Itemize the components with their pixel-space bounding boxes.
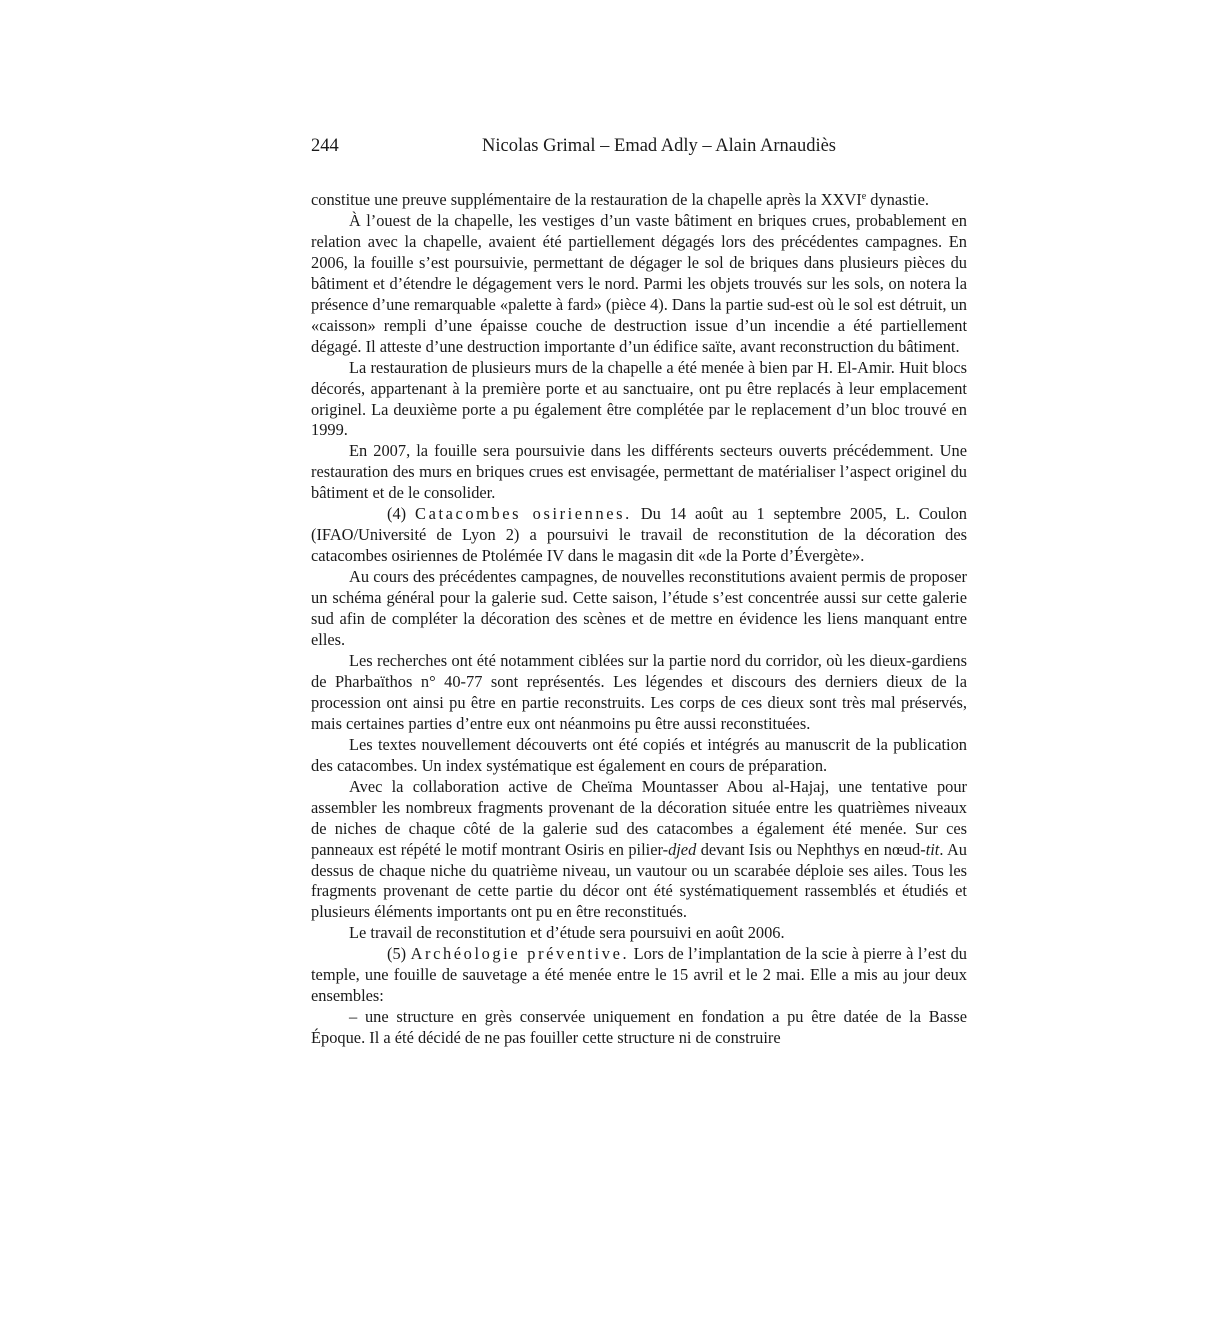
section-number: (5) [387, 944, 407, 964]
section-paragraph-catacombes: (4) Catacombes osiriennes. Du 14 août au 1 septembre 2005, L. Coulon (IFAO/Université de Lyon 2) a poursuivi le travail de reconstitution de la décoration des catacombes osiriennes de Ptolémée IV dans le magasin dit «de la Porte d’Évergète». [311, 504, 967, 566]
section-heading: Archéologie préventive. [410, 944, 630, 964]
paragraph: constitue une preuve supplémentaire de la restauration de la chapelle après la XXVIe dynastie. [311, 190, 929, 209]
paragraph: Le travail de reconstitution et d’étude sera poursuivi en août 2006. [349, 923, 785, 943]
paragraph: La restauration de plusieurs murs de la chapelle a été menée à bien par H. El-Amir. Huit blocs décorés, appartenant à la première porte et au sanctuaire, ont pu être replacés à leur emplacement originel. La deuxième porte a pu également être complétée par le replacement d’un bloc trouvé en 1999. [311, 357, 967, 440]
paragraph: En 2007, la fouille sera poursuivie dans les différents secteurs ouverts précédemment. Une restauration des murs en briques crues est envisagée, permettant de matérialiser l’aspect originel du bâtiment et de le consolider. [311, 441, 967, 503]
paragraph: Les textes nouvellement découverts ont été copiés et intégrés au manuscrit de la publication des catacombes. Un index systématique est également en cours de préparation. [311, 734, 967, 775]
paragraph: Au cours des précédentes campagnes, de nouvelles reconstitutions avaient permis de proposer un schéma général pour la galerie sud. Cette saison, l’étude s’est concentrée aussi sur cette galerie sud afin de compléter la décoration des scènes et de mettre en évidence les liens manquant entre elles. [311, 567, 967, 650]
paragraph: – une structure en grès conservée uniquement en fondation a pu être datée de la Basse Époque. Il a été décidé de ne pas fouiller cette structure ni de construire [311, 1007, 967, 1048]
italic-term: djed [668, 839, 697, 859]
paragraph: À l’ouest de la chapelle, les vestiges d’un vaste bâtiment en briques crues, probablement en relation avec la chapelle, avaient été partiellement dégagés lors des précédentes campagnes. En 2006, la fouille s’est poursuivie, permettant de dégager le sol de briques dans plusieurs pièces du bâtiment et d’étendre le dégagement vers le nord. Parmi les objets trouvés sur les sols, on notera la présence d’une remarquable «palette à fard» (pièce 4). Dans la partie sud-est où le sol est détruit, un «caisson» rempli d’une épaisse couche de destruction issue d’un incendie a été partiellement dégagé. Il atteste d’une destruction importante d’un édifice saïte, avant reconstruction du bâtiment. [311, 210, 967, 356]
running-title: Nicolas Grimal – Emad Adly – Alain Arnaudiès [481, 136, 836, 156]
paragraph: Les recherches ont été notamment ciblées sur la partie nord du corridor, où les dieux-gardiens de Pharbaïthos n° 40-77 sont représentés. Les légendes et discours des derniers dieux de la procession ont ainsi pu être en partie reconstruits. Les corps de ces dieux sont très mal préservés, mais certaines parties d’entre eux ont néanmoins pu être aussi reconstituées. [311, 650, 967, 733]
superscript: e [861, 191, 867, 202]
section-number: (4) [387, 504, 407, 524]
section-paragraph-archeologie: (5) Archéologie préventive. Lors de l’implantation de la scie à pierre à l’est du temple, une fouille de sauvetage a été menée entre le 15 avril et le 2 mai. Elle a mis au jour deux ensembles: [311, 944, 967, 1006]
body-text [311, 190, 967, 1049]
page-header [311, 136, 967, 162]
italic-term: tit [925, 839, 940, 859]
section-heading: Catacombes osiriennes. [415, 504, 632, 524]
paragraph: Avec la collaboration active de Cheïma Mountasser Abou al-Hajaj, une tentative pour assembler les nombreux fragments provenant de la décoration située entre les quatrièmes niveaux de niches de chaque côté de la galerie sud des catacombes a également été menée. Sur ces panneaux est répété le motif montrant Osiris en pilier-djed devant Isis ou Nephthys en nœud-tit. Au dessus de chaque niche du quatrième niveau, un vautour ou un scarabée déploie ses ailes. Tous les fragments provenant de cette partie du décor ont été systématiquement rassemblés et étudiés et plusieurs éléments importants ont pu en être reconstitués. [311, 776, 967, 922]
page-number: 244 [311, 136, 339, 156]
